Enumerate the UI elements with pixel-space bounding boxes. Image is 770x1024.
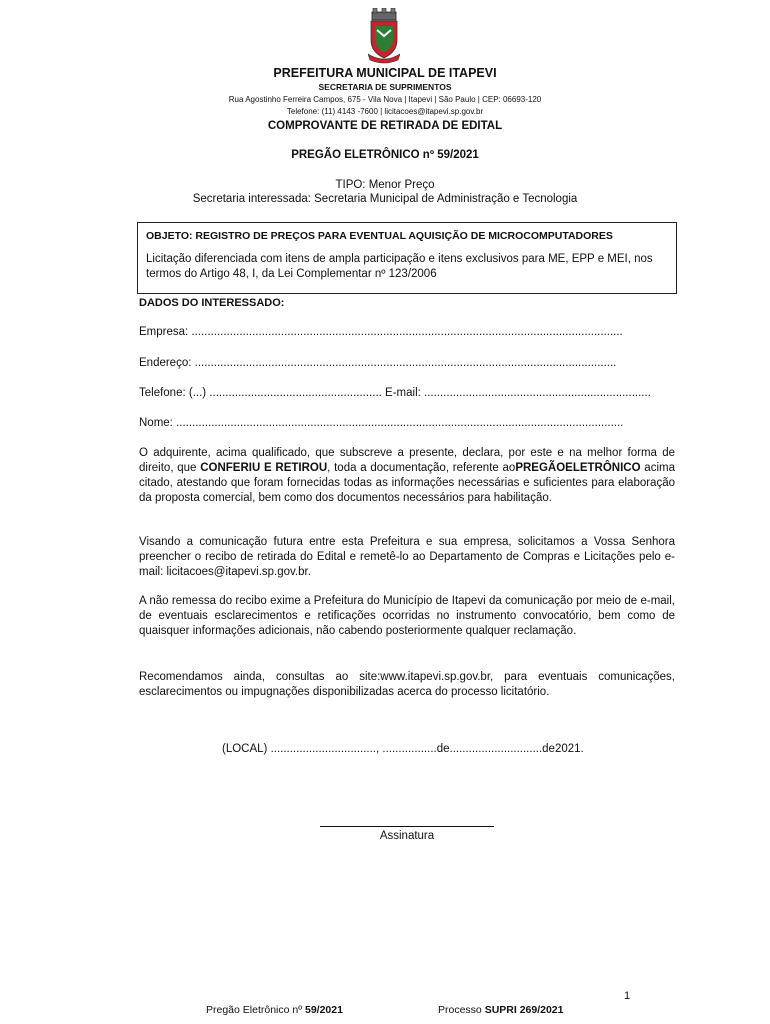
footer-pregao <box>206 1004 343 1016</box>
nome-field: Nome: ............................................................................................................................................ <box>139 417 624 429</box>
paragraph-remessa: A não remessa do recibo exime a Prefeitura do Município de Itapevi da comunicação por meio de e-mail, de eventuais esclarecimentos e retificações ocorridas no instrumento convocatório, bem como de quaisquer informações adicionais, não cabendo posteriormente qualquer reclamação. <box>139 595 675 637</box>
pregao-title: PREGÃO ELETRÔNICO nº 59/2021 <box>291 149 479 161</box>
local-date-line: (LOCAL) ................................., .................de.............................de2021. <box>222 743 584 755</box>
footer-value: SUPRI 269/2021 <box>484 1004 564 1016</box>
org-name: PREFEITURA MUNICIPAL DE ITAPEVI <box>273 66 497 80</box>
paragraph-recomendacao: Recomendamos ainda, consultas ao site:www.itapevi.sp.gov.br, para eventuais comunicações, esclarecimentos ou impugnações disponibilizadas acerca do processo licitatório. <box>139 671 675 698</box>
paragraph-text: acima citado, atestando que foram fornecidas todas as informações necessárias e suficientes para elaboração da proposta comercial, bem como dos documentos necessários para habilitação. <box>139 462 675 504</box>
page-number: 1 <box>624 990 631 1002</box>
paragraph-comunicacao: Visando a comunicação futura entre esta Prefeitura e sua empresa, solicitamos a Vossa Senhora preencher o recibo de retirada do Edital e remetê-lo ao Departamento de Compras e Licitações pelo e-mail: licitacoes@itapevi.sp.gov.br. <box>139 536 675 578</box>
objeto-description: Licitação diferenciada com itens de ampla participação e itens exclusivos para ME, EPP e MEI, nos termos do Artigo 48, I, da Lei Complementar nº 123/2006 <box>146 253 653 280</box>
secretaria-line: Secretaria interessada: Secretaria Municipal de Administração e Tecnologia <box>192 193 578 205</box>
document-title: COMPROVANTE DE RETIRADA DE EDITAL <box>267 120 503 132</box>
signature-line <box>320 826 494 827</box>
bold-term: CONFERIU E RETIROU <box>200 462 328 474</box>
telefone-email-field: Telefone: (...) ...................................................... E-mail: ....................................................................... <box>139 387 651 399</box>
coat-of-arms-logo <box>368 8 400 64</box>
contact-line: Telefone: (11) 4143 -7600 | licitacoes@itapevi.sp.gov.br <box>286 107 484 116</box>
paragraph-text: O adquirente, acima qualificado, que subscreve a presente, declara, por este e na melhor forma de direito, que <box>139 447 675 474</box>
footer-label: Processo <box>438 1004 485 1016</box>
paragraph-declaracao <box>139 446 675 506</box>
empresa-field: Empresa: ....................................................................................................................................... <box>139 326 623 338</box>
objeto-title: OBJETO: REGISTRO DE PREÇOS PARA EVENTUAL AQUISIÇÃO DE MICROCOMPUTADORES <box>146 230 613 242</box>
department-name: SECRETARIA DE SUPRIMENTOS <box>318 82 452 92</box>
address-line: Rua Agostinho Ferreira Campos, 675 - Vila Nova | Itapevi | São Paulo | CEP: 06693-120 <box>228 95 542 104</box>
bold-term: PREGÃOELETRÔNICO <box>515 462 641 474</box>
endereco-field: Endereço: .................................................................................................................................... <box>139 357 617 369</box>
signature-label: Assinatura <box>379 830 435 842</box>
dados-heading: DADOS DO INTERESSADO: <box>139 297 285 309</box>
tipo-line: TIPO: Menor Preço <box>335 179 435 191</box>
footer-processo <box>438 1004 564 1016</box>
paragraph-text: , toda a documentação, referente ao <box>327 462 516 474</box>
footer-label: Pregão Eletrônico nº <box>206 1004 305 1016</box>
objeto-box <box>137 222 677 294</box>
footer-value: 59/2021 <box>304 1004 343 1016</box>
